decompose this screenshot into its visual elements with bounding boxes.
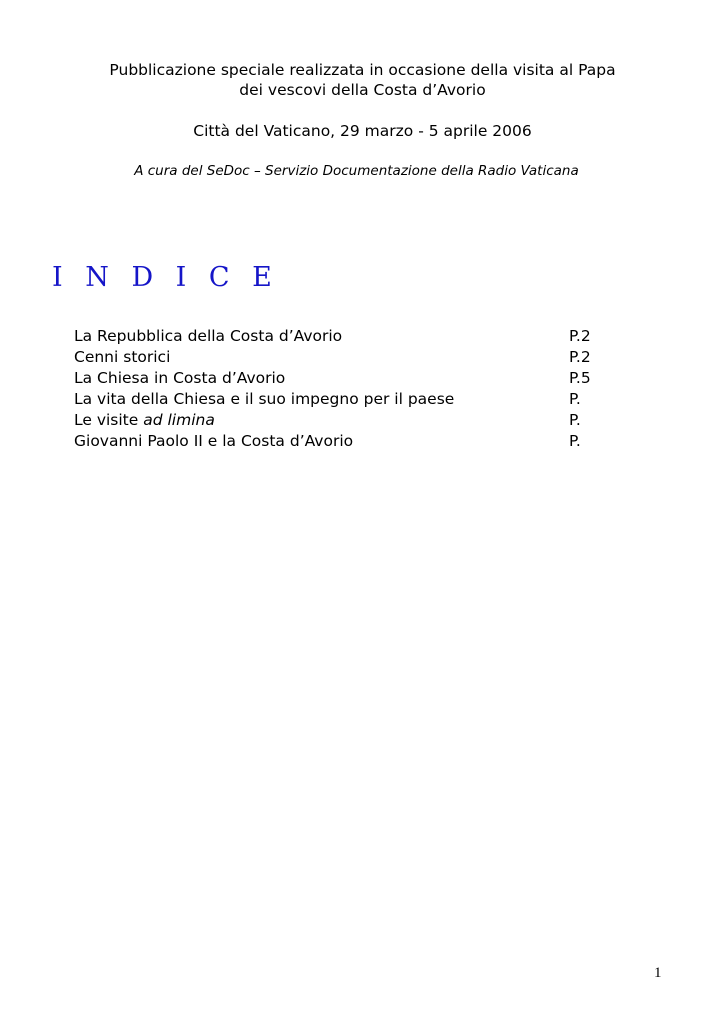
table-of-contents bbox=[74, 326, 614, 452]
toc-entry bbox=[74, 431, 614, 452]
toc-entry-page: P.5 bbox=[569, 369, 591, 387]
toc-entry-title bbox=[74, 410, 215, 431]
toc-entry bbox=[74, 389, 614, 410]
toc-entry bbox=[74, 410, 614, 431]
toc-entry-title: La Repubblica della Costa d’Avorio bbox=[74, 327, 343, 345]
toc-entry-page: P.2 bbox=[569, 348, 591, 366]
toc-entry-page: P. bbox=[569, 432, 581, 450]
publication-subtitle-line-1: Pubblicazione speciale realizzata in occasione della visita al Papa bbox=[109, 61, 616, 79]
publication-dates: Città del Vaticano, 29 marzo - 5 aprile 2006 bbox=[193, 122, 532, 140]
toc-entry-title: La Chiesa in Costa d’Avorio bbox=[74, 369, 286, 387]
toc-entry-page: P. bbox=[569, 411, 581, 429]
toc-entry-title-prefix: Le visite bbox=[74, 411, 144, 429]
toc-entry-title-italic: ad limina bbox=[143, 411, 215, 429]
publication-subtitle-line-2: dei vescovi della Costa d’Avorio bbox=[239, 81, 486, 99]
toc-entry bbox=[74, 368, 614, 389]
toc-entry-title: Giovanni Paolo II e la Costa d’Avorio bbox=[74, 432, 354, 450]
toc-entry bbox=[74, 347, 614, 368]
toc-entry-title: La vita della Chiesa e il suo impegno per il paese bbox=[74, 390, 455, 408]
toc-entry-page: P.2 bbox=[569, 327, 591, 345]
toc-entry-page: P. bbox=[569, 390, 581, 408]
publication-credit: A cura del SeDoc – Servizio Documentazione della Radio Vaticana bbox=[134, 163, 579, 179]
index-heading: I N D I C E bbox=[52, 262, 279, 293]
toc-entry bbox=[74, 326, 614, 347]
toc-entry-title: Cenni storici bbox=[74, 348, 171, 366]
page-number: 1 bbox=[654, 965, 662, 981]
